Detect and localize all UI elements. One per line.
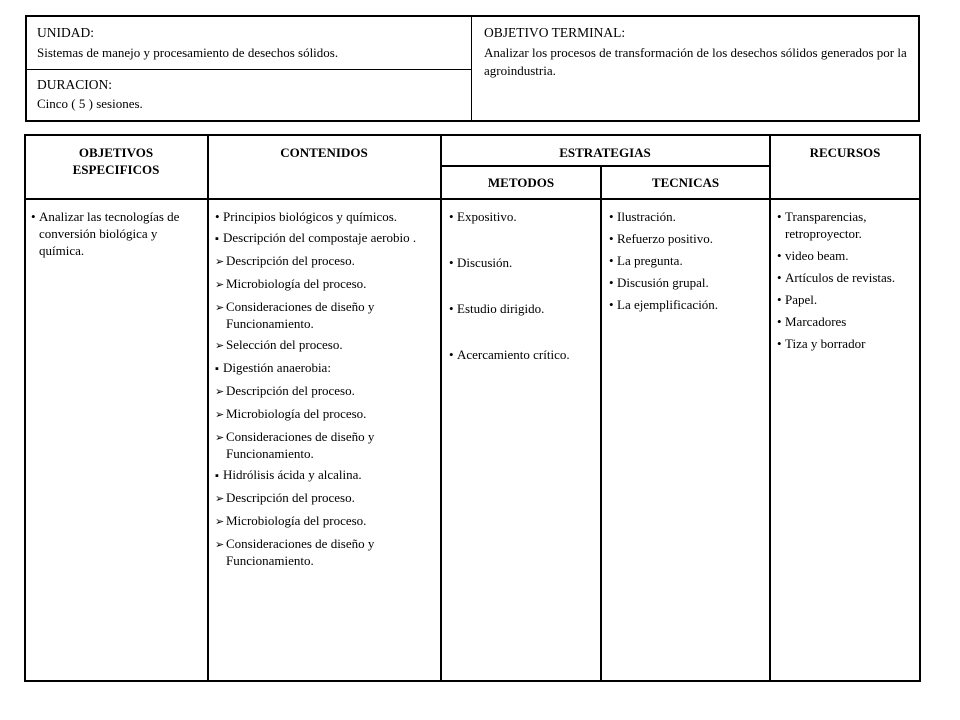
contenidos-cell — [215, 208, 435, 569]
plan-table — [24, 134, 921, 682]
contenidos-item — [215, 428, 435, 462]
contenidos-item-text: Selección del proceso. — [226, 337, 343, 352]
arrow-bullet-icon — [215, 252, 226, 271]
contenidos-item-text: Microbiología del proceso. — [226, 276, 367, 291]
contenidos-item — [215, 275, 435, 294]
contenidos-item-text: Consideraciones de diseño y Funcionamiento. — [226, 536, 375, 568]
column-divider — [600, 165, 602, 680]
contenidos-item — [215, 252, 435, 271]
objetivos-cell — [31, 208, 201, 259]
header-objetivos-especificos: OBJETIVOS ESPECIFICOS — [72, 145, 160, 177]
recursos-item-text: Marcadores — [785, 314, 847, 329]
contenidos-item-text: Principios biológicos y químicos. — [223, 209, 398, 224]
contenidos-item — [215, 359, 435, 378]
contenidos-item — [215, 298, 435, 332]
tecnicas-item — [609, 296, 764, 313]
tecnicas-item-text: La ejemplificación. — [617, 297, 719, 312]
square-bullet-icon — [215, 359, 223, 378]
contenidos-item — [215, 229, 435, 248]
contenidos-item — [215, 489, 435, 508]
column-divider — [440, 136, 442, 680]
row-divider — [26, 198, 919, 200]
duracion-cell — [27, 70, 472, 122]
bullet-icon — [609, 296, 617, 313]
tecnicas-item — [609, 230, 764, 247]
recursos-item-text: Tiza y borrador — [785, 336, 866, 351]
square-bullet-icon — [215, 229, 223, 248]
metodos-item — [449, 300, 594, 317]
tecnicas-item-text: Ilustración. — [617, 209, 676, 224]
bullet-icon — [777, 247, 785, 264]
recursos-item-text: Artículos de revistas. — [785, 270, 896, 285]
contenidos-item-text: Microbiología del proceso. — [226, 513, 367, 528]
tecnicas-item — [609, 208, 764, 225]
recursos-item — [777, 269, 915, 286]
header-recursos: RECURSOS — [809, 145, 881, 160]
bullet-icon — [777, 291, 785, 308]
contenidos-item-text: Descripción del proceso. — [226, 383, 355, 398]
metodos-item — [449, 254, 594, 271]
recursos-cell — [777, 208, 915, 352]
metodos-cell — [449, 208, 594, 363]
recursos-item — [777, 335, 915, 352]
metodos-item-text: Acercamiento crítico. — [457, 347, 570, 362]
bullet-icon — [215, 208, 223, 225]
header-metodos: METODOS — [487, 175, 555, 190]
arrow-bullet-icon — [215, 535, 226, 554]
metodos-item-text: Discusión. — [457, 255, 513, 270]
metodos-item-text: Estudio dirigido. — [457, 301, 545, 316]
bullet-icon — [449, 208, 457, 225]
metodos-item — [449, 208, 594, 225]
contenidos-item-text: Microbiología del proceso. — [226, 406, 367, 421]
bullet-icon — [777, 269, 785, 286]
column-divider — [207, 136, 209, 680]
arrow-bullet-icon — [215, 512, 226, 531]
header-table — [25, 15, 920, 122]
bullet-icon — [609, 230, 617, 247]
column-divider — [769, 136, 771, 680]
metodos-item — [449, 346, 594, 363]
metodos-item-text: Expositivo. — [457, 209, 517, 224]
row-divider — [440, 165, 770, 167]
recursos-item — [777, 247, 915, 264]
arrow-bullet-icon — [215, 489, 226, 508]
recursos-item-text: Transparencias, retroproyector. — [785, 209, 867, 241]
contenidos-item-text: Consideraciones de diseño y Funcionamiento. — [226, 299, 375, 331]
tecnicas-item-text: Refuerzo positivo. — [617, 231, 714, 246]
contenidos-item-text: Descripción del compostaje aerobio . — [223, 230, 417, 245]
contenidos-item — [215, 466, 435, 485]
contenidos-item — [215, 405, 435, 424]
arrow-bullet-icon — [215, 298, 226, 317]
unidad-cell — [27, 17, 472, 70]
contenidos-item — [215, 208, 435, 225]
duracion-value: Cinco ( 5 ) sesiones. — [37, 96, 143, 111]
tecnicas-item-text: Discusión grupal. — [617, 275, 709, 290]
duracion-label: DURACION: — [37, 77, 113, 92]
contenidos-item-text: Digestión anaerobia: — [223, 360, 331, 375]
header-contenidos: CONTENIDOS — [280, 145, 368, 160]
recursos-item-text: Papel. — [785, 292, 818, 307]
contenidos-item — [215, 336, 435, 355]
objetivo-terminal-cell — [472, 17, 918, 120]
header-tecnicas: TECNICAS — [651, 175, 720, 190]
bullet-icon — [609, 252, 617, 269]
square-bullet-icon — [215, 466, 223, 485]
arrow-bullet-icon — [215, 405, 226, 424]
bullet-icon — [449, 346, 457, 363]
tecnicas-item-text: La pregunta. — [617, 253, 683, 268]
arrow-bullet-icon — [215, 382, 226, 401]
recursos-item — [777, 291, 915, 308]
objetivo-terminal-value: Analizar los procesos de transformación de los desechos sólidos generados por la agroindustria. — [484, 45, 907, 78]
contenidos-item-text: Descripción del proceso. — [226, 253, 355, 268]
bullet-icon — [31, 208, 39, 225]
tecnicas-item — [609, 252, 764, 269]
arrow-bullet-icon — [215, 336, 226, 355]
tecnicas-cell — [609, 208, 764, 313]
bullet-icon — [449, 300, 457, 317]
contenidos-item — [215, 535, 435, 569]
objetivos-item-text: Analizar las tecnologías de conversión biológica y química. — [39, 209, 180, 258]
bullet-icon — [777, 335, 785, 352]
unidad-label: UNIDAD: — [37, 25, 94, 40]
bullet-icon — [777, 313, 785, 330]
objetivos-item — [31, 208, 201, 259]
recursos-item-text: video beam. — [785, 248, 849, 263]
header-estrategias: ESTRATEGIAS — [559, 145, 651, 160]
arrow-bullet-icon — [215, 275, 226, 294]
contenidos-item — [215, 382, 435, 401]
bullet-icon — [609, 208, 617, 225]
bullet-icon — [777, 208, 785, 225]
contenidos-item-text: Descripción del proceso. — [226, 490, 355, 505]
objetivo-terminal-label: OBJETIVO TERMINAL: — [484, 25, 626, 40]
contenidos-item-text: Hidrólisis ácida y alcalina. — [223, 467, 362, 482]
contenidos-item-text: Consideraciones de diseño y Funcionamiento. — [226, 429, 375, 461]
contenidos-item — [215, 512, 435, 531]
bullet-icon — [609, 274, 617, 291]
unidad-value: Sistemas de manejo y procesamiento de desechos sólidos. — [37, 45, 339, 60]
bullet-icon — [449, 254, 457, 271]
recursos-item — [777, 208, 915, 242]
recursos-item — [777, 313, 915, 330]
arrow-bullet-icon — [215, 428, 226, 447]
tecnicas-item — [609, 274, 764, 291]
